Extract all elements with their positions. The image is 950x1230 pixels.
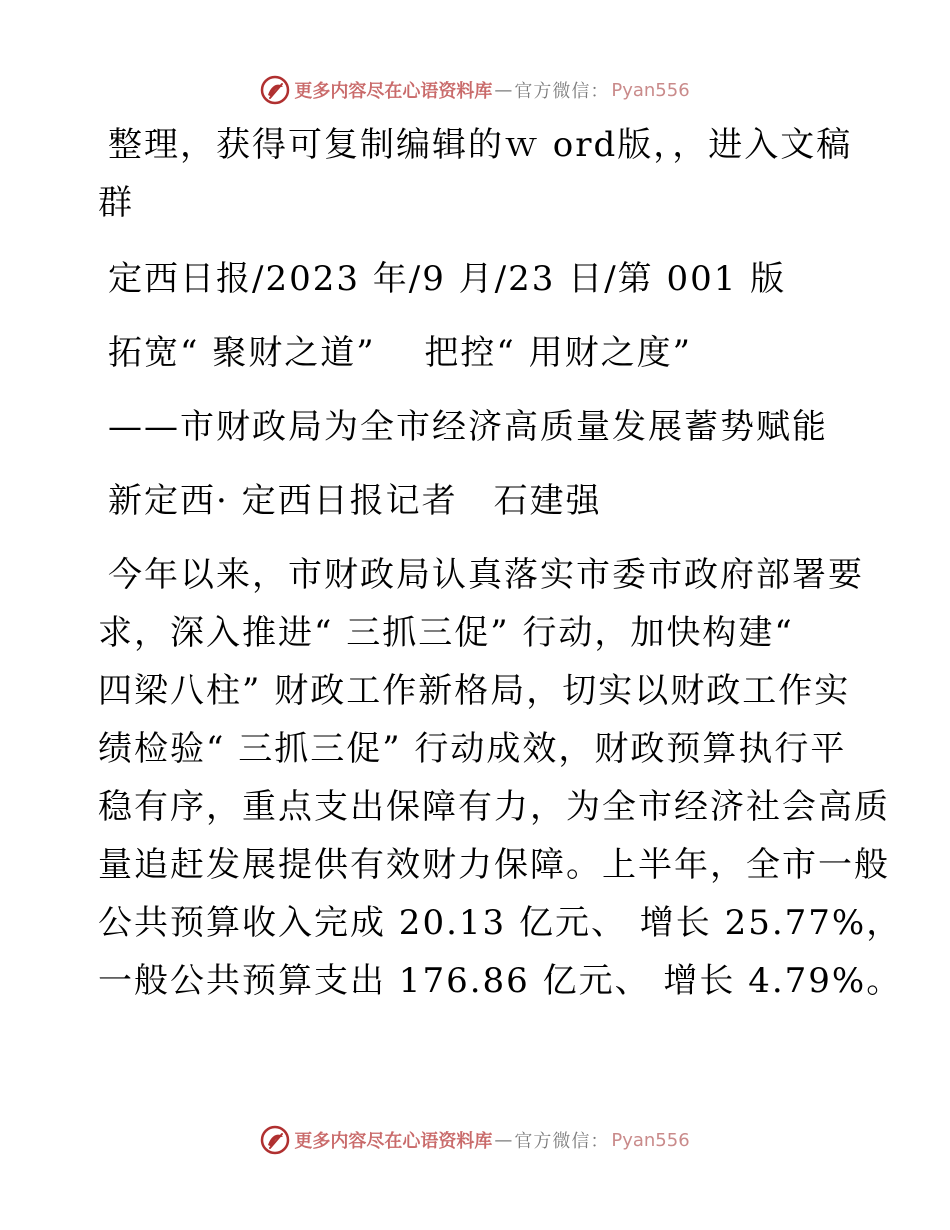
watermark-brand-text: 更多内容尽在心语资料库	[294, 81, 493, 102]
watermark-label: 官方微信：	[514, 81, 610, 102]
watermark-wechat-id: Pyan556	[611, 79, 690, 101]
watermark-label: 官方微信：	[514, 1131, 610, 1152]
watermark-dash: —	[494, 1129, 513, 1151]
headline: 拓宽“ 聚财之道” 把控“ 用财之度”	[108, 333, 692, 373]
source-line: 定西日报/2023 年/9 月/23 日/第 001 版	[108, 259, 787, 299]
body-line: 求，深入推进“ 三抓三促” 行动，加快构建“	[98, 613, 794, 653]
body-line: 绩检验“ 三抓三促” 行动成效，财政预算执行平	[98, 729, 847, 769]
header-watermark	[0, 72, 950, 108]
intro-line-1: 整理，获得可复制编辑的ｗ ord版，，进入文稿	[108, 125, 853, 165]
body-line: 今年以来，市财政局认真落实市委市政府部署要	[108, 555, 864, 595]
footer-watermark	[0, 1122, 950, 1158]
body-line: 一般公共预算支出 176.86 亿元、 增长 4.79%。	[98, 961, 903, 1001]
brand-logo-icon	[260, 75, 290, 105]
body-line: 稳有序，重点支出保障有力，为全市经济社会高质	[98, 787, 890, 827]
brand-logo-icon	[260, 1125, 290, 1155]
watermark-dash: —	[494, 79, 513, 101]
watermark-wechat-id: Pyan556	[611, 1129, 690, 1151]
byline: 新定西· 定西日报记者 石建强	[108, 481, 602, 521]
document-content	[98, 116, 903, 1010]
body-line: 公共预算收入完成 20.13 亿元、 增长 25.77%，	[98, 903, 903, 943]
body-line: 四梁八柱” 财政工作新格局，切实以财政工作实	[98, 671, 851, 711]
body-line: 量追赶发展提供有效财力保障。上半年，全市一般	[98, 845, 890, 885]
subtitle: ——市财政局为全市经济高质量发展蓄势赋能	[108, 407, 828, 447]
intro-line-2: 群	[98, 183, 134, 223]
watermark-brand-text: 更多内容尽在心语资料库	[294, 1131, 493, 1152]
body-paragraph	[98, 546, 903, 1010]
